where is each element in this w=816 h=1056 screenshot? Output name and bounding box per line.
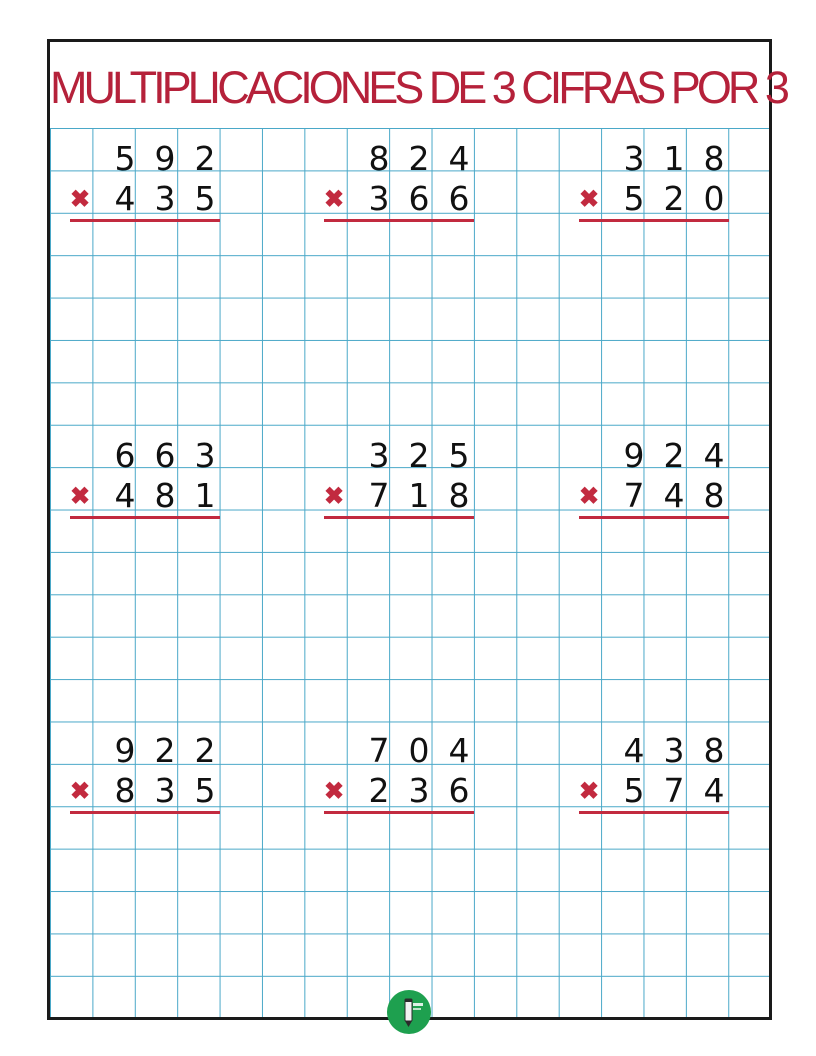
multiplier: [614, 179, 734, 219]
worksheet: [47, 39, 786, 1020]
multiplicand: [105, 139, 225, 179]
digit: 5: [194, 179, 216, 218]
problem-7: [68, 731, 228, 821]
digit: 5: [114, 139, 136, 178]
multiplicand: [359, 436, 479, 476]
digit: 4: [703, 771, 725, 810]
digit: 6: [448, 771, 470, 810]
multiplicand: [359, 139, 479, 179]
digit: 5: [194, 771, 216, 810]
digit: 0: [703, 179, 725, 218]
problem-4: [68, 436, 228, 526]
multiply-icon: ✖: [578, 483, 600, 510]
multiplier: [359, 179, 479, 219]
page-title: MULTIPLICACIONES DE 3 CIFRAS POR 3: [50, 62, 786, 113]
digit: 9: [154, 139, 176, 178]
digit: 3: [368, 436, 390, 475]
digit: 4: [703, 436, 725, 475]
multiplicand: [614, 436, 734, 476]
digit: 7: [368, 731, 390, 770]
multiplier: [105, 476, 225, 516]
digit: 5: [623, 771, 645, 810]
multiplier: [614, 476, 734, 516]
problem-5: [322, 436, 482, 526]
digit: 8: [448, 476, 470, 515]
multiplier: [105, 771, 225, 811]
digit: 2: [194, 139, 216, 178]
digit: 8: [154, 476, 176, 515]
digit: 8: [703, 139, 725, 178]
multiply-icon: ✖: [323, 483, 345, 510]
digit: 3: [194, 436, 216, 475]
problem-6: [577, 436, 737, 526]
pencil-logo-icon: [387, 990, 431, 1034]
digit: 1: [194, 476, 216, 515]
digit: 3: [368, 179, 390, 218]
result-line: [70, 516, 220, 519]
multiplier: [105, 179, 225, 219]
digit: 9: [114, 731, 136, 770]
problem-3: [577, 139, 737, 229]
digit: 3: [154, 179, 176, 218]
digit: 9: [623, 436, 645, 475]
digit: 2: [154, 731, 176, 770]
multiplicand: [614, 139, 734, 179]
result-line: [324, 811, 474, 814]
digit: 1: [663, 139, 685, 178]
digit: 6: [448, 179, 470, 218]
digit: 7: [623, 476, 645, 515]
digit: 2: [663, 179, 685, 218]
multiplicand: [105, 436, 225, 476]
digit: 5: [448, 436, 470, 475]
digit: 2: [663, 436, 685, 475]
problem-2: [322, 139, 482, 229]
problem-8: [322, 731, 482, 821]
result-line: [70, 219, 220, 222]
digit: 3: [663, 731, 685, 770]
multiplier: [359, 771, 479, 811]
multiplicand: [105, 731, 225, 771]
multiply-icon: ✖: [323, 186, 345, 213]
digit: 4: [114, 179, 136, 218]
digit: 8: [114, 771, 136, 810]
digit: 4: [448, 139, 470, 178]
digit: 6: [114, 436, 136, 475]
multiply-icon: ✖: [578, 186, 600, 213]
problem-1: [68, 139, 228, 229]
digit: 8: [703, 731, 725, 770]
digit: 8: [368, 139, 390, 178]
digit: 7: [368, 476, 390, 515]
result-line: [579, 811, 729, 814]
digit: 2: [408, 436, 430, 475]
digit: 6: [154, 436, 176, 475]
multiplier: [359, 476, 479, 516]
digit: 4: [663, 476, 685, 515]
multiplicand: [614, 731, 734, 771]
digit: 6: [408, 179, 430, 218]
digit: 3: [154, 771, 176, 810]
result-line: [70, 811, 220, 814]
multiplicand: [359, 731, 479, 771]
result-line: [324, 219, 474, 222]
digit: 8: [703, 476, 725, 515]
digit: 7: [663, 771, 685, 810]
digit: 0: [408, 731, 430, 770]
multiply-icon: ✖: [69, 186, 91, 213]
digit: 1: [408, 476, 430, 515]
multiply-icon: ✖: [69, 483, 91, 510]
digit: 4: [114, 476, 136, 515]
problem-9: [577, 731, 737, 821]
multiplier: [614, 771, 734, 811]
digit: 5: [623, 179, 645, 218]
digit: 3: [623, 139, 645, 178]
result-line: [579, 516, 729, 519]
digit: 3: [408, 771, 430, 810]
multiply-icon: ✖: [323, 778, 345, 805]
digit: 4: [448, 731, 470, 770]
grid-paper: [50, 128, 769, 1017]
result-line: [324, 516, 474, 519]
multiply-icon: ✖: [578, 778, 600, 805]
digit: 2: [368, 771, 390, 810]
multiply-icon: ✖: [69, 778, 91, 805]
digit: 2: [194, 731, 216, 770]
result-line: [579, 219, 729, 222]
digit: 4: [623, 731, 645, 770]
digit: 2: [408, 139, 430, 178]
